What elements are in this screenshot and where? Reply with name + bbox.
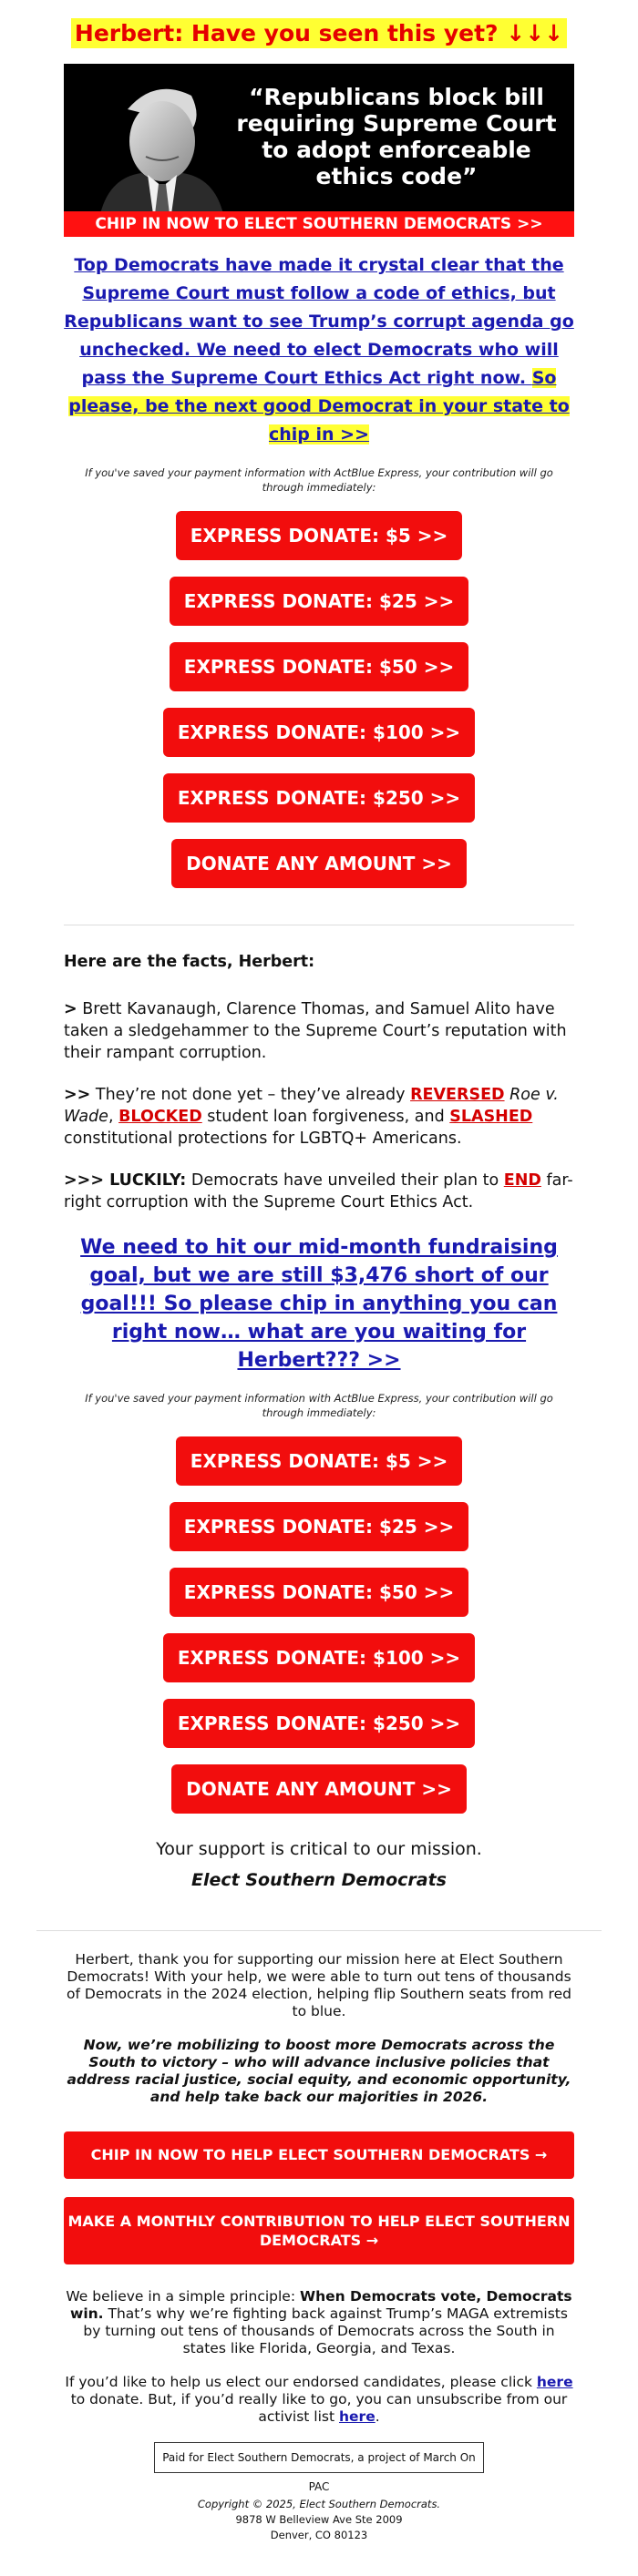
slashed-link[interactable]: SLASHED <box>449 1108 533 1126</box>
footer-mobilizing: Now, we’re mobilizing to boost more Democrats across the South to victory – who will advance inclusive policies that address racial justice, social equity, and economic opportunity, and help take back our majorities in 2026. <box>67 2037 571 2105</box>
express-donate-250-button[interactable]: EXPRESS DONATE: $250 >> <box>163 1699 475 1748</box>
intro-paragraph <box>64 251 574 449</box>
blocked-link[interactable]: BLOCKED <box>118 1108 202 1126</box>
belief-bold-text: When Democrats vote, Democrats win. <box>70 2288 572 2322</box>
fact-2-marker: >> <box>64 1086 91 1104</box>
bottom-spacer <box>0 2543 638 2576</box>
fact-3 <box>64 1170 574 1213</box>
donate-buttons-group-1 <box>0 495 638 888</box>
address-line-2: Denver, CO 80123 <box>270 2529 368 2541</box>
express-donate-100-button[interactable]: EXPRESS DONATE: $100 >> <box>163 708 475 757</box>
facts-section <box>64 951 574 1213</box>
copyright-block <box>0 2497 638 2543</box>
express-donate-5-button[interactable]: EXPRESS DONATE: $5 >> <box>176 511 463 560</box>
facts-heading: Here are the facts, Herbert: <box>64 953 315 971</box>
belief-text-a: We believe in a simple principle: <box>66 2288 300 2305</box>
signature: Elect Southern Democrats <box>191 1870 447 1890</box>
help-text-b: to donate. But, if you’d really like to go, you can unsubscribe from our activist list <box>70 2391 568 2425</box>
address-line-1: 9878 W Belleview Ave Ste 2009 <box>235 2513 403 2526</box>
support-text: Your support is critical to our mission. <box>156 1839 482 1859</box>
footer-thanks: Herbert, thank you for supporting our mission here at Elect Southern Democrats! With your help, we were able to turn out tens of thousands of Democrats in the 2024 election, helping flip Southern seats from red to blue. <box>67 1951 571 2019</box>
fact-3-text-b: far-right corruption with the Supreme Court Ethics Act. <box>64 1171 573 1211</box>
fact-1-marker: > <box>64 1000 77 1018</box>
express-donate-100-button[interactable]: EXPRESS DONATE: $100 >> <box>163 1633 475 1682</box>
fact-1 <box>64 998 574 1064</box>
fact-3-text-a: Democrats have unveiled their plan to <box>186 1171 504 1190</box>
fact-3-marker: >>> LUCKILY: <box>64 1171 187 1190</box>
paid-for-disclaimer: Paid for Elect Southern Democrats, a project of March On PAC <box>154 2442 484 2473</box>
footer-section <box>64 1951 574 2106</box>
express-note: If you've saved your payment information with ActBlue Express, your contribution will go through immediately: <box>85 466 553 494</box>
intro-link[interactable] <box>64 255 574 445</box>
help-paragraph <box>64 2374 574 2426</box>
express-donate-50-button[interactable]: EXPRESS DONATE: $50 >> <box>170 1568 468 1617</box>
chip-in-footer-button[interactable]: CHIP IN NOW TO HELP ELECT SOUTHERN DEMOCRATS → <box>64 2131 574 2179</box>
banner-quote: “Republicans block bill requiring Supreme Court to adopt enforceable ethics code” <box>236 84 557 189</box>
banner-cta-strip[interactable]: CHIP IN NOW TO ELECT SOUTHERN DEMOCRATS >> <box>64 211 574 237</box>
donate-buttons-group-2 <box>0 1420 638 1814</box>
express-donate-50-button[interactable]: EXPRESS DONATE: $50 >> <box>170 642 468 691</box>
banner-image[interactable] <box>64 64 574 237</box>
express-note-2: If you've saved your payment information with ActBlue Express, your contribution will go through immediately: <box>85 1392 553 1419</box>
unsubscribe-here-link[interactable]: here <box>339 2408 376 2425</box>
help-text-c: . <box>375 2408 380 2425</box>
copyright-text: Copyright © 2025, Elect Southern Democrats. <box>197 2498 441 2510</box>
fact-1-text: Brett Kavanaugh, Clarence Thomas, and Samuel Alito have taken a sledgehammer to the Supreme Court’s reputation with their rampant corruption. <box>64 1000 567 1062</box>
belief-paragraph <box>64 2288 574 2357</box>
monthly-contribution-button[interactable]: MAKE A MONTHLY CONTRIBUTION TO HELP ELECT SOUTHERN DEMOCRATS → <box>64 2197 574 2264</box>
goal-link[interactable]: We need to hit our mid-month fundraising goal, but we are still $3,476 short of our goal!!! So please chip in anything you can right now… what are you waiting for Herbert??? >> <box>80 1236 558 1372</box>
fact-2-text-a: They’re not done yet – they’ve already <box>90 1086 411 1104</box>
help-text-a: If you’d like to help us elect our endorsed candidates, please click <box>65 2374 537 2390</box>
express-donate-250-button[interactable]: EXPRESS DONATE: $250 >> <box>163 773 475 823</box>
donate-any-amount-button[interactable]: DONATE ANY AMOUNT >> <box>171 839 467 888</box>
express-donate-25-button[interactable]: EXPRESS DONATE: $25 >> <box>170 577 468 626</box>
belief-text-b: That’s why we’re fighting back against Trump’s MAGA extremists by turning out tens of thousands of Democrats across the South in states like Florida, Georgia, and Texas. <box>83 2305 568 2356</box>
portrait-photo <box>91 73 228 214</box>
headline <box>0 0 638 49</box>
intro-highlight-text: So please, be the next good Democrat in your state to chip in >> <box>68 368 570 445</box>
fact-2-text-c: student loan forgiveness, and <box>201 1108 450 1126</box>
roe-v-wade-text: Roe v. Wade <box>64 1086 559 1126</box>
donate-here-link[interactable]: here <box>536 2374 573 2390</box>
donate-any-amount-button[interactable]: DONATE ANY AMOUNT >> <box>171 1764 467 1814</box>
intro-link-text: Top Democrats have made it crystal clear that the Supreme Court must follow a code of ethics, but Republicans want to see Trump’s corrupt agenda go unchecked. We need to elect Democrats who will pass the Supreme Court Ethics Act right now. <box>64 255 574 388</box>
reversed-link[interactable]: REVERSED <box>410 1086 505 1104</box>
fact-2-text-b: , <box>108 1108 119 1126</box>
end-link[interactable]: END <box>503 1171 541 1190</box>
fact-2-text-d: constitutional protections for LGBTQ+ Americans. <box>64 1130 462 1148</box>
express-donate-5-button[interactable]: EXPRESS DONATE: $5 >> <box>176 1436 463 1486</box>
fact-2 <box>64 1084 574 1150</box>
headline-text: Herbert: Have you seen this yet? ↓↓↓ <box>71 18 567 48</box>
footer-divider <box>36 1930 602 1931</box>
goal-paragraph <box>64 1233 574 1375</box>
belief-section <box>64 2288 574 2426</box>
express-donate-25-button[interactable]: EXPRESS DONATE: $25 >> <box>170 1502 468 1551</box>
